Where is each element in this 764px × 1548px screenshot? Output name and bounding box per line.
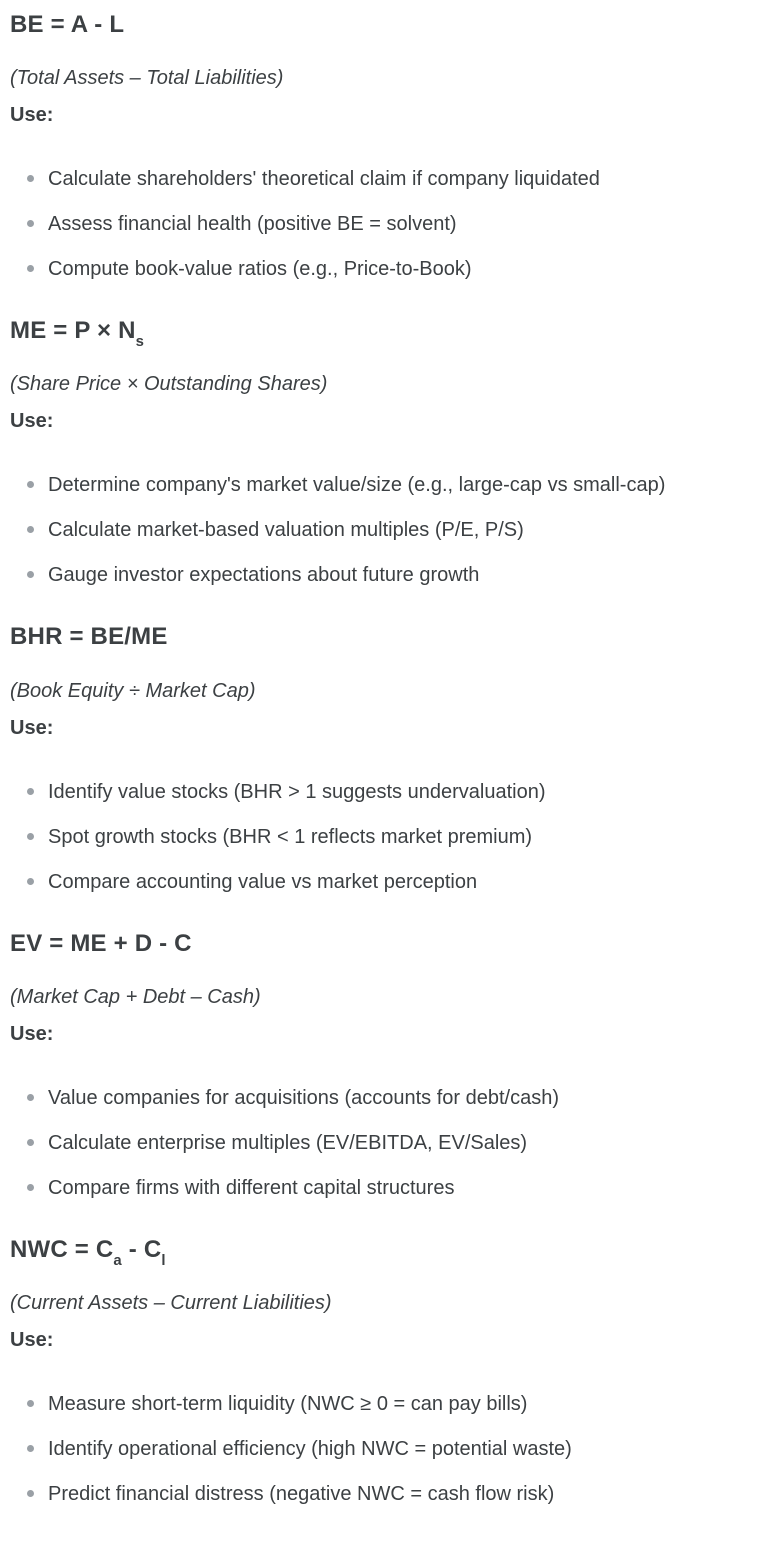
use-list (10, 1392, 750, 1506)
list-item: Compute book-value ratios (e.g., Price-to-Book) (48, 257, 750, 281)
list-item: Spot growth stocks (BHR < 1 reflects market premium) (48, 825, 750, 849)
formula-heading: ME = $P \times N_s$ (10, 317, 145, 351)
list-item: Gauge investor expectations about future growth (48, 563, 750, 587)
formula-section-ev (10, 928, 750, 1200)
list-item: Calculate enterprise multiples (EV/EBITDA, EV/Sales) (48, 1131, 750, 1155)
use-list (10, 780, 750, 894)
use-list (10, 1086, 750, 1200)
formula-definition: (Share Price × Outstanding Shares) (10, 373, 328, 396)
list-item: Determine company's market value/size (e.g., large-cap vs small-cap) (48, 473, 750, 497)
list-item: Assess financial health (positive BE = solvent) (48, 212, 750, 236)
formula-heading: EV = ME + D - C (10, 929, 192, 957)
list-item: Calculate shareholders' theoretical claim if company liquidated (48, 167, 750, 191)
formula-heading: BE = A - L (10, 11, 125, 38)
use-label: Use: (10, 1022, 54, 1045)
use-label: Use: (10, 104, 54, 127)
formula-section-nwc (10, 1234, 750, 1506)
list-item: Compare firms with different capital structures (48, 1176, 750, 1200)
list-item: Calculate market-based valuation multiples (P/E, P/S) (48, 518, 750, 542)
list-item: Identify operational efficiency (high NWC = potential waste) (48, 1437, 750, 1461)
formula-section-be (10, 9, 750, 281)
formula-heading: NWC = $C_a - C_l$ (10, 1235, 166, 1269)
use-label: Use: (10, 1328, 54, 1351)
list-item: Compare accounting value vs market perception (48, 870, 750, 894)
formula-section-bhr (10, 621, 750, 893)
formula-heading: BHR = BE/ME (10, 623, 168, 651)
use-label: Use: (10, 410, 54, 433)
list-item: Predict financial distress (negative NWC = cash flow risk) (48, 1482, 750, 1506)
list-item: Value companies for acquisitions (accounts for debt/cash) (48, 1086, 750, 1110)
list-item: Identify value stocks (BHR > 1 suggests undervaluation) (48, 780, 750, 804)
formula-definition: (Book Equity ÷ Market Cap) (10, 679, 256, 702)
formula-definition: (Total Assets – Total Liabilities) (10, 67, 284, 90)
formula-definition: (Market Cap + Debt – Cash) (10, 985, 261, 1008)
list-item: Measure short-term liquidity (NWC ≥ 0 = can pay bills) (48, 1392, 750, 1416)
use-list (10, 473, 750, 587)
use-label: Use: (10, 716, 54, 739)
formula-section-me (10, 315, 750, 587)
use-list (10, 167, 750, 281)
formula-definition: (Current Assets – Current Liabilities) (10, 1291, 332, 1314)
